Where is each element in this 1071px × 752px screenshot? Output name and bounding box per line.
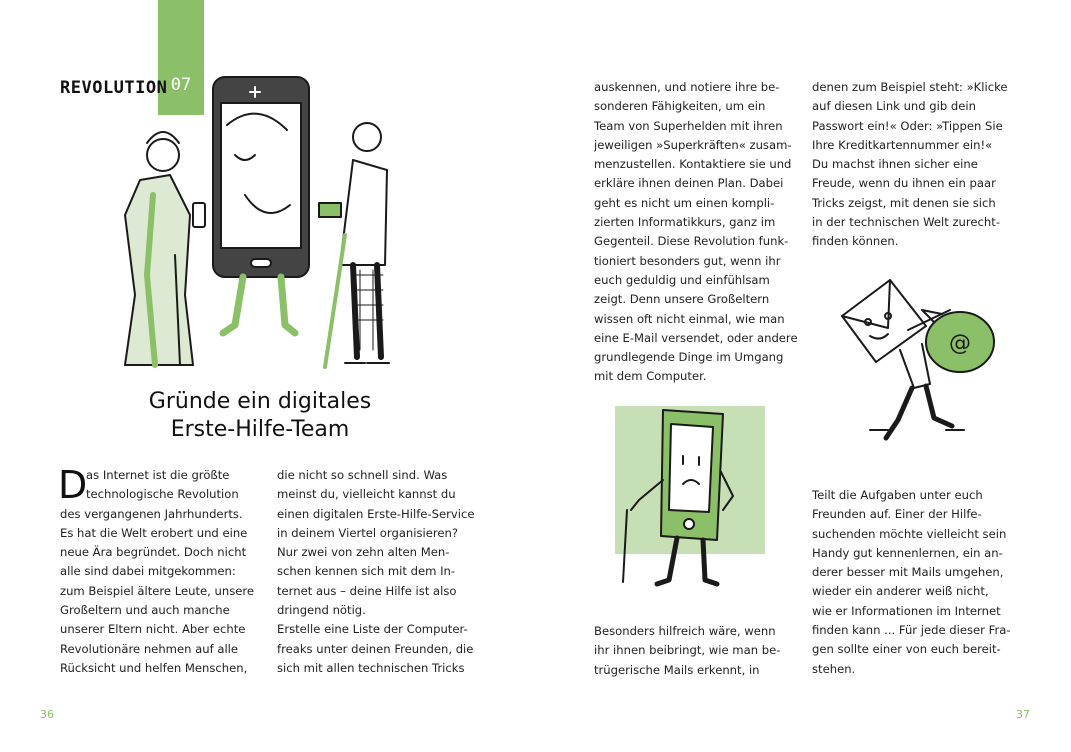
text-line: wie er Informationen im Internet (812, 603, 1001, 618)
page-number-right: 37 (1016, 708, 1030, 721)
text-line: euch geduldig und einfühlsam (594, 272, 770, 287)
text-line: as Internet ist die größte (86, 468, 230, 482)
text-line: derer besser mit Mails umgehen, (812, 565, 1004, 580)
sad-phone-illustration (605, 400, 775, 590)
text-line: in der technischen Welt zurecht- (812, 215, 1000, 230)
text-line: grundlegende Dinge im Umgang (594, 350, 784, 365)
text-line: auskennen, und notiere ihre be- (594, 80, 780, 94)
chapter-number: 07 (170, 75, 192, 95)
text-line: Besonders hilfreich wäre, wenn (594, 624, 776, 638)
text-line: auf diesen Link und gib dein (812, 99, 976, 114)
text-line: Ihre Kreditkartennummer ein!« (812, 137, 993, 152)
text-column-4-top (812, 78, 1012, 252)
text-line: Freude, wenn du ihnen ein paar (812, 176, 996, 191)
text-line: unserer Eltern nicht. Aber echte (60, 622, 246, 637)
chapter-label: REVOLUTION (60, 78, 168, 98)
drop-cap: D (58, 463, 88, 507)
text-line: wieder ein anderer weiß nicht, (812, 584, 989, 599)
text-column-3-bottom (594, 622, 794, 680)
text-line: stehen. (812, 661, 856, 676)
text-line: schen kennen sich mit dem In- (277, 564, 456, 579)
text-line: dringend nötig. (277, 603, 366, 618)
text-line: Großeltern und auch manche (60, 603, 230, 618)
text-line: sonderen Fähigkeiten, um ein (594, 99, 766, 114)
text-line: Passwort ein!« Oder: »Tippen Sie (812, 118, 1003, 133)
text-line: mit dem Computer. (594, 369, 707, 384)
text-line: Du machst ihnen sicher eine (812, 157, 978, 172)
text-line: suchenden möchte vielleicht sein (812, 526, 1007, 541)
text-line: gen sollte einer von euch bereit- (812, 642, 1001, 657)
text-column-3-top (594, 78, 798, 387)
text-line: freaks unter deinen Freunden, die (277, 641, 474, 656)
text-line: menzustellen. Kontaktiere sie und (594, 157, 792, 172)
text-column-1 (58, 463, 260, 678)
text-line: Tricks zeigst, mit denen sie sich (812, 195, 996, 210)
text-line: Team von Superhelden mit ihren (594, 118, 783, 133)
text-line: zierten Informatikkurs, ganz im (594, 215, 776, 230)
text-line: Rücksicht und helfen Menschen, (60, 660, 248, 675)
text-line: die nicht so schnell sind. Was (277, 468, 448, 482)
text-column-4-bottom (812, 486, 1012, 679)
text-line: ihr ihnen beibringt, wie man be- (594, 643, 781, 658)
headline-line-1: Gründe ein digitales (148, 389, 372, 414)
text-line: Es hat die Welt erobert und eine (60, 525, 248, 540)
text-line: Erstelle eine Liste der Computer- (277, 622, 468, 637)
at-sign-symbol: @ (949, 331, 971, 356)
text-line: technologische Revolution (86, 487, 239, 502)
text-line: finden können. (812, 234, 899, 249)
headline-line-2: Erste-Hilfe-Team (170, 417, 350, 442)
text-line: neue Ära begründet. Doch nicht (60, 545, 247, 560)
text-line: erkläre ihnen deinen Plan. Dabei (594, 176, 784, 191)
text-line: sich mit allen technischen Tricks (277, 660, 465, 675)
text-line: Gegenteil. Diese Revolution funk- (594, 234, 789, 249)
text-line: einen digitalen Erste-Hilfe-Service (277, 506, 475, 521)
text-line: zeigt. Denn unsere Großeltern (594, 292, 770, 307)
text-line: ternet aus – deine Hilfe ist also (277, 583, 457, 598)
text-line: trügerische Mails erkennt, in (594, 662, 760, 677)
text-line: geht es nicht um einen kompli- (594, 195, 775, 210)
page-number-left: 36 (40, 708, 54, 721)
text-line: meinst du, vielleicht kannst du (277, 487, 456, 502)
text-line: eine E-Mail versendet, oder andere (594, 330, 798, 345)
text-line: des vergangenen Jahrhunderts. (60, 506, 243, 521)
text-line: alle sind dabei mitgekommen: (60, 564, 236, 579)
text-line: wissen oft nicht einmal, wie man (594, 311, 785, 326)
envelope-character-illustration (830, 270, 1010, 450)
grandparents-phone-illustration (95, 75, 425, 375)
text-line: finden kann ... Für jede dieser Fra- (812, 623, 1011, 638)
text-column-2 (277, 466, 482, 678)
text-line: denen zum Beispiel steht: »Klicke (812, 80, 1008, 94)
text-line: zum Beispiel ältere Leute, unsere (60, 583, 255, 598)
text-line: Nur zwei von zehn alten Men- (277, 545, 450, 560)
text-line: tioniert besonders gut, wenn ihr (594, 253, 781, 268)
text-line: Handy gut kennenlernen, ein an- (812, 545, 1003, 560)
text-line: Teilt die Aufgaben unter euch (812, 488, 983, 502)
text-line: jeweiligen »Superkräften« zusam- (594, 137, 792, 152)
article-headline (90, 388, 430, 444)
text-line: Freunden auf. Einer der Hilfe- (812, 507, 982, 522)
text-line: Revolutionäre nehmen auf alle (60, 641, 239, 656)
text-line: in deinem Viertel organisieren? (277, 525, 459, 540)
